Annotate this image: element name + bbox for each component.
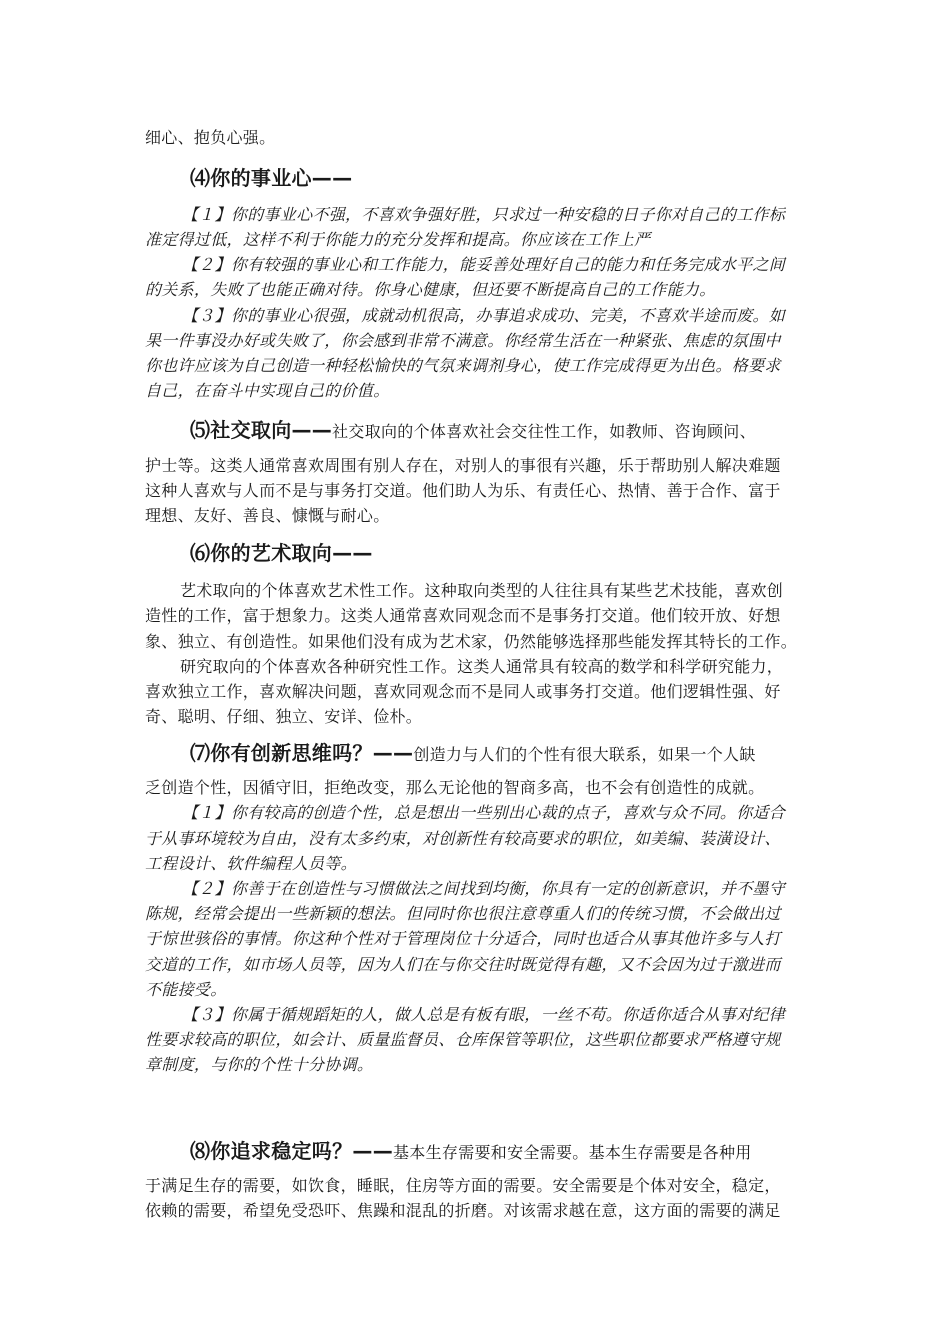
text-line: 【２】你善于在创造性与习惯做法之间找到均衡，你具有一定的创新意识，并不墨守 bbox=[182, 879, 786, 898]
text-line: 乏创造个性，因循守旧，拒绝改变，那么无论他的智商多高，也不会有创造性的成就。 bbox=[145, 778, 765, 797]
section-heading-7-text: 创造力与人们的个性有很大联系，如果一个人缺 bbox=[413, 745, 756, 764]
text-line: 于惊世骇俗的事情。你这种个性对于管理岗位十分适合，同时也适合从事其他许多与人打 bbox=[145, 929, 781, 948]
text-line: 【１】你有较高的创造个性，总是想出一些别出心裁的点子，喜欢与众不同。你适合 bbox=[182, 803, 786, 822]
section-heading-7-row bbox=[190, 741, 756, 767]
text-line: 理想、友好、善良、慷慨与耐心。 bbox=[145, 506, 390, 525]
section-heading-7: ⑺你有创新思维吗？—— bbox=[190, 741, 414, 765]
text-line: 象、独立、有创造性。如果他们没有成为艺术家，仍然能够选择那些能发挥其特长的工作。 bbox=[145, 632, 798, 651]
text-line: 造性的工作，富于想象力。这类人通常喜欢同观念而不是事务打交道。他们较开放、好想 bbox=[145, 606, 781, 625]
text-line: 陈规，经常会提出一些新颖的想法。但同时你也很注意尊重人们的传统习惯，不会做出过 bbox=[145, 904, 781, 923]
section-heading-8-row bbox=[190, 1139, 752, 1165]
section-heading-8: ⑻你追求稳定吗？—— bbox=[190, 1139, 393, 1163]
text-line: 艺术取向的个体喜欢艺术性工作。这种取向类型的人往往具有某些艺术技能，喜欢创 bbox=[180, 581, 784, 600]
text-line: 【１】你的事业心不强，不喜欢争强好胜，只求过一种安稳的日子你对自己的工作标 bbox=[182, 205, 786, 224]
text-line: 这种人喜欢与人而不是与事务打交道。他们助人为乐、有责任心、热情、善于合作、富于 bbox=[145, 481, 781, 500]
text-line: 【２】你有较强的事业心和工作能力，能妥善处理好自己的能力和任务完成水平之间 bbox=[182, 255, 786, 274]
section-heading-6: ⑹你的艺术取向—— bbox=[190, 541, 373, 565]
text-line: 工程设计、软件编程人员等。 bbox=[145, 854, 357, 873]
text-line: 于满足生存的需要，如饮食，睡眠，住房等方面的需要。安全需要是个体对安全，稳定， bbox=[145, 1176, 781, 1195]
text-line: 喜欢独立工作，喜欢解决问题，喜欢同观念而不是同人或事务打交道。他们逻辑性强、好 bbox=[145, 682, 781, 701]
text-line: 于从事环境较为自由，没有太多约束，对创新性有较高要求的职位，如美编、装潢设计、 bbox=[145, 829, 781, 848]
text-line: 细心、抱负心强。 bbox=[145, 128, 276, 147]
section-heading-5: ⑸社交取向—— bbox=[190, 418, 333, 442]
text-line: 研究取向的个体喜欢各种研究性工作。这类人通常具有较高的数学和科学研究能力， bbox=[180, 657, 784, 676]
text-line: 护士等。这类人通常喜欢周围有别人存在，对别人的事很有兴趣，乐于帮助别人解决难题 bbox=[145, 456, 781, 475]
text-line: 你也许应该为自己创造一种轻松愉快的气氛来调剂身心，使工作完成得更为出色。格要求 bbox=[145, 356, 781, 375]
text-line: 奇、聪明、仔细、独立、安详、俭朴。 bbox=[145, 707, 423, 726]
text-line: 自己，在奋斗中实现自己的价值。 bbox=[145, 381, 390, 400]
text-line: 不能接受。 bbox=[145, 980, 227, 999]
text-line: 性要求较高的职位，如会计、质量监督员、仓库保管等职位，这些职位都要求严格遵守规 bbox=[145, 1030, 781, 1049]
text-line: 【３】你属于循规蹈矩的人，做人总是有板有眼，一丝不苟。你适你适合从事对纪律 bbox=[182, 1005, 786, 1024]
text-line: 交道的工作，如市场人员等，因为人们在与你交往时既觉得有趣，又不会因为过于激进而 bbox=[145, 955, 781, 974]
section-heading-8-text: 基本生存需要和安全需要。基本生存需要是各种用 bbox=[393, 1143, 752, 1162]
text-line: 【３】你的事业心很强，成就动机很高，办事追求成功、完美，不喜欢半途而废。如 bbox=[182, 306, 786, 325]
section-heading-4: ⑷你的事业心—— bbox=[190, 166, 353, 190]
section-heading-5-row bbox=[190, 418, 756, 444]
text-line: 的关系，失败了也能正确对待。你身心健康，但还要不断提高自己的工作能力。 bbox=[145, 280, 716, 299]
section-heading-5-text: 社交取向的个体喜欢社会交往性工作，如教师、咨询顾问、 bbox=[332, 422, 756, 441]
text-line: 准定得过低，这样不利于你能力的充分发挥和提高。你应该在工作上严 bbox=[145, 230, 651, 249]
text-line: 章制度，与你的个性十分协调。 bbox=[145, 1055, 374, 1074]
text-line: 依赖的需要，希望免受恐吓、焦躁和混乱的折磨。对该需求越在意，这方面的需要的满足 bbox=[145, 1201, 781, 1220]
text-line: 果一件事没办好或失败了，你会感到非常不满意。你经常生活在一种紧张、焦虑的氛围中 bbox=[145, 331, 781, 350]
